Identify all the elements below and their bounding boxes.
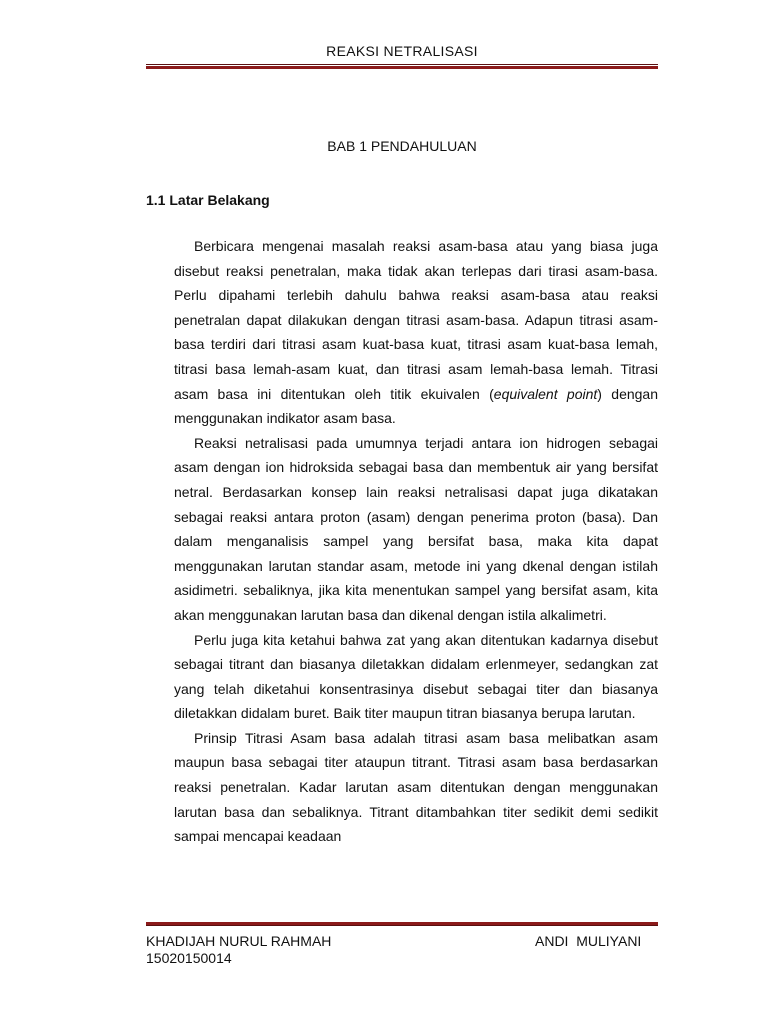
paragraph-4: Prinsip Titrasi Asam basa adalah titrasi asam basa melibatkan asam maupun basa sebagai titer ataupun titrant. Titrasi asam basa berdasarkan reaksi penetralan. Kadar larutan asam ditentukan dengan menggunakan larutan basa dan sebaliknya. Titrant ditambahkan titer sedikit demi sedikit sampai mencapai keadaan (174, 729, 658, 845)
paragraph-3: Perlu juga kita ketahui bahwa zat yang akan ditentukan kadarnya disebut sebagai titrant dan biasanya diletakkan didalam erlenmeyer, sedangkan zat yang telah diketahui konsentrasinya disebut sebagai titer dan biasanya diletakkan didalam buret. Baik titer maupun titran biasanya berupa larutan. (174, 631, 658, 722)
footer-author-id: 15020150014 (146, 950, 232, 966)
footer-right-name: ANDI MULIYANI (535, 933, 642, 949)
paragraph-1 (174, 234, 658, 431)
paragraph-1-text-end: ) dengan menggunakan indikator asam basa. (174, 385, 658, 427)
chapter-title: BAB 1 PENDAHULUAN (327, 138, 477, 154)
running-header-title: REAKSI NETRALISASI (326, 43, 478, 59)
paragraph-1-text: Berbicara mengenai masalah reaksi asam-basa atau yang biasa juga disebut reaksi penetralan, maka tidak akan terlepas dari tirasi asam-basa. Perlu dipahami terlebih dahulu bahwa reaksi asam-basa atau reaksi penetralan dapat dilakukan dengan titrasi asam-basa. Adapun titrasi asam-basa terdiri dari titrasi asam kuat-basa kuat, titrasi asam kuat-basa lemah, titrasi basa lemah-asam kuat, dan titrasi asam lemah-basa lemah. Titrasi asam basa ini ditentukan oleh titik ekuivalen ( (174, 238, 658, 402)
body-text (174, 234, 658, 914)
footer-divider (146, 921, 658, 926)
footer-author-name: KHADIJAH NURUL RAHMAH (146, 933, 332, 949)
section-heading: 1.1 Latar Belakang (146, 192, 270, 208)
header-divider (146, 64, 658, 69)
paragraph-2: Reaksi netralisasi pada umumnya terjadi antara ion hidrogen sebagai asam dengan ion hidroksida sebagai basa dan membentuk air yang bersifat netral. Berdasarkan konsep lain reaksi netralisasi dapat juga dikatakan sebagai reaksi antara proton (asam) dengan penerima proton (basa). Dan dalam menganalisis sampel yang bersifat basa, maka kita dapat menggunakan larutan standar asam, metode ini yang dkenal dengan istilah asidimetri. sebaliknya, jika kita menentukan sampel yang bersifat asam, kita akan menggunakan larutan basa dan dikenal dengan istila alkalimetri. (174, 434, 658, 623)
footer-author (146, 933, 331, 967)
italic-term: equivalent point (493, 385, 598, 402)
